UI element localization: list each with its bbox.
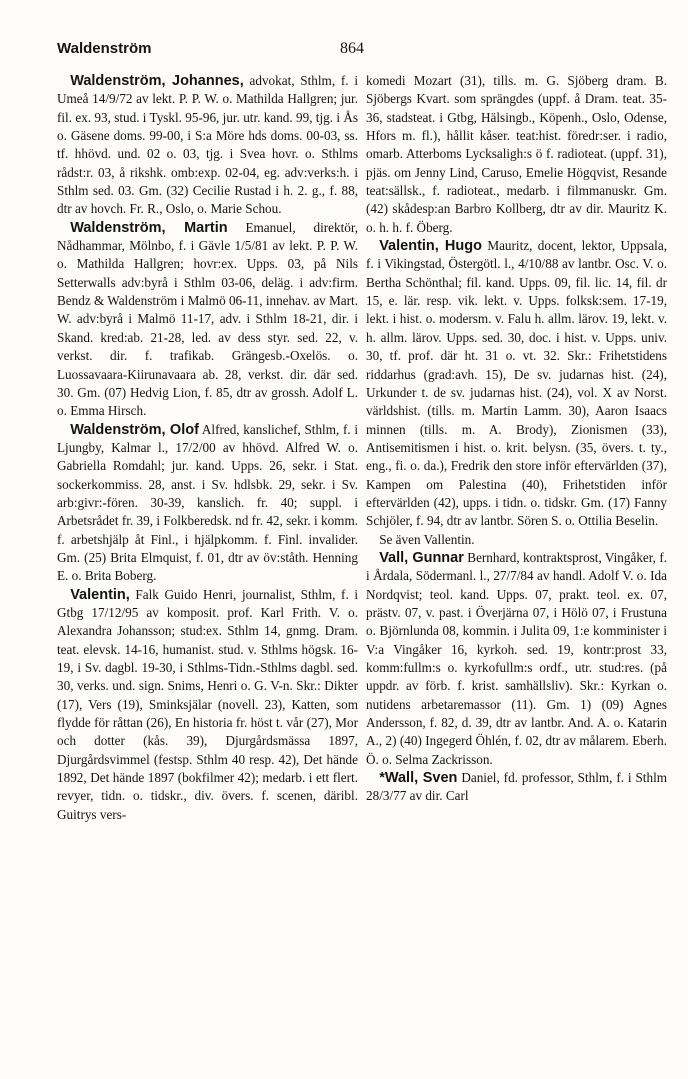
entry (57, 421, 358, 586)
entry (57, 72, 358, 219)
entry (57, 586, 358, 824)
entry-text: Emanuel, direktör, Nådhammar, Mölnbo, f. i Gävle 1/5/81 av lekt. P. P. W. o. Mathilda Hallgren; hovr:ex. Upps. 03, på Nils Setterwalls adv:byrå i Sthlm 03-06, deläg. i adv:firm. Bendz & Waldenström i Malmö 06-11, innehav. av Mart. W. adv:byrå i Malmö 11-17, adv. i Sthlm 18-21, dir. i Skand. kred:ab. 21-28, led. av dess styr. sed. 22, v. verkst. dir. f. trafikab. Grängesb.-Oxelös. o. Luossavaara-Kiirunavaara ab. 28, verkst. dir. där sed. 30. Gm. (07) Hedvig Lion, f. 85, dtr av grossh. Adolf L. o. Emma Hirsch. (57, 219, 358, 419)
running-head: Waldenström (57, 40, 152, 57)
entry-text: Falk Guido Henri, journalist, Sthlm, f. i Gtbg 17/12/95 av komposit. prof. Karl Frith. V. o. Alexandra Johansson; stud:ex. Sthlm 14, gnmg. Dram. teat. elevsk. 14-16, humanist. stud. v. Sthlms högsk. 16-19, i Sv. dagbl. 19-30, i Sthlms-Tidn.-Sthlms dagbl. sed. 30, verks. und. sign. Snims, Henri o. G. V-n. Skr.: Dikter (17), Vers (19), Sminksjälar (novell. 23), Katten, som flydde för råttan (26), En historia fr. höst t. vår (27), Mor och dotter (kås. 39), Djurgårdsmässa 1897, Djurgårdsvimmel (festsp. Sthlm 40 resp. 42), Det hände 1892, Det hände 1897 (bokfilmer 42); medarb. i ett flert. revyer, tidn. o. tidskr., div. övers. f. scenen, däribl. Guitrys vers- (57, 586, 358, 822)
entry-text: advokat, Sthlm, f. i Umeå 14/9/72 av lekt. P. P. W. o. Mathilda Hallgren; jur. fil. ex. 93, stud. i Tyskl. 95-96, jur. utr. kand. 99, tjg. i Ås o. Gäsene doms. 99-00, i S:a Möre hds doms. 00-03, ss. tf. hhövd. und. 02 o. 03, tjg. i Svea hovr. o. Sthlms rådst:r. 03, å rikshk. omb:exp. 02-04, eg. adv:verks:h. i Sthlm sed. 03. Gm. (32) Cecilie Rustad i h. 2. g., f. 88, dtr av hovch. Fr. R., Oslo, o. Marie Schou. (57, 73, 358, 217)
left-column (57, 72, 358, 824)
entry-headword: Waldenström, Johannes, (70, 73, 244, 89)
entry (366, 769, 667, 806)
entry-text: Alfred, kanslichef, Sthlm, f. i Ljungby, Kalmar l., 17/2/00 av hhövd. Alfred W. o. Gabriella Romdahl; jur. kand. Upps. 26, sekr. i Stat. sockerkommiss. 28, anst. i Sv. hdlsbk. 29, sekr. i Sv. arb:givr:-fören. 30-39, kanslich. fr. 40; suppl. i Arbetsrådet fr. 39, i Folkberedsk. nd fr. 42, sekr. i komm. f. arbetshjälp åt Finl., i hjälpkomm. f. Finl. invalider. Gm. (25) Brita Elmquist, f. 01, dtr av öv:ståth. Henning E. o. Brita Boberg. (57, 421, 359, 584)
entry (366, 549, 667, 769)
entry (57, 219, 358, 421)
entry-text: Mauritz, docent, lektor, Uppsala, f. i Vikingstad, Östergötl. l., 4/10/88 av lantbr. Osc. V. o. Bertha Schönthal; fil. kand. Upps. 09, fil. lic. 14, fil. dr 15, e. lär. resp. vik. lekt. v. Upps. folksk:sem. 17-19, lekt. i hist. o. modersm. v. Falu h. allm. lärov. 19, lekt. v. h. allm. lärov. Upps. sed. 30, doc. i hist. v. Upps. univ. 30, tf. prof. där ht. 31 o. vt. 32. Skr.: Frihetstidens riddarhus (grad:avh. 15), De sv. judarnas hist. (24), Urkunder t. de sv. judarnas hist. (24), vol. X av Norst. världshist. (tills. m. Martin Lamm. 30), Aaron Isaacs minnen (tills. m. A. Brody), Zionismen (33), Antisemitismen i hist. o. krit. belysn. (35, övers. t. ty., eng., fi. o. da.), Fredrik den store inför eftervärlden (37), Kampen om Palestina (40), Frihetstiden inför eftervärlden (42), upps. i tidn. o. tidskr. Gm. (17) Fanny Schjöler, f. 94, dtr av lantbr. Sören S. o. Ottilia Beselin. (366, 238, 667, 529)
see-also-reference (366, 531, 667, 549)
entry-text: Bernhard, kontraktsprost, Vingåker, f. i Årdala, Södermanl. l., 27/7/84 av handl. Adolf V. o. Ida Nordqvist; teol. kand. Upps. 07, prakt. teol. ex. 07, prästv. 07, v. past. i Överjärna 07, i Hölö 07, i Frustuna o. Björnlunda 08, kommin. i Julita 09, 1:e komminister i V:a Vingåker 16, kyrkoh. sed. 19, kontr:prost 33, komm:fullm:s o. kyrkofullm:s ordf., utr. stud:res. (på uppdr. av förb. f. krist. samhällsliv). Skr.: Kyrkan o. nutidens arbetaremassor (11). Gm. 1) (09) Agnes Andersson, f. 82, d. 39, dtr av lantbr. And. A. o. Katarin A., 2) (40) Ingegerd Öhlén, f. 02, dtr av målarem. Eberh. Ö. o. Selma Zackrisson. (366, 549, 668, 767)
page-header (0, 40, 688, 64)
entry-text: komedi Mozart (31), tills. m. G. Sjöberg dram. B. Sjöbergs Kvart. som sprängdes (uppf. å Dram. teat. 35-36, stadsteat. i Gtbg, Hälsingb., Köpenh., Oslo, Odense, Hfors m. fl.), hållit kåser. teat:hist. föredr:ser. i radio, omarb. Atterboms Lycksaligh:s ö f. radioteat. (uppf. 31), pjäs. om Jenny Lind, Caruso, Emelie Högqvist, Resande teat:sällsk., f. radioteat., medarb. i filmmanuskr. Gm. (42) skådesp:an Barbro Kollberg, dtr av dir. Mauritz K. o. h. h. f. Öberg. (366, 73, 667, 235)
entry-headword: *Wall, Sven (379, 770, 458, 787)
entry-headword: Valentin, Hugo (379, 238, 482, 255)
see-also-text: Se även Vallentin. (379, 531, 475, 547)
entry-continuation (366, 72, 667, 237)
page-number: 864 (340, 40, 364, 57)
entry-headword: Waldenström, Olof (70, 421, 199, 438)
entry-headword: Vall, Gunnar (379, 549, 464, 566)
entry-text: Daniel, fd. professor, Sthlm, f. i Sthlm 28/3/77 av dir. Carl (366, 770, 667, 804)
entry-headword: Waldenström, Martin (70, 219, 228, 236)
entry (366, 237, 667, 531)
entry-headword: Valentin, (70, 586, 130, 603)
right-column (366, 72, 667, 806)
